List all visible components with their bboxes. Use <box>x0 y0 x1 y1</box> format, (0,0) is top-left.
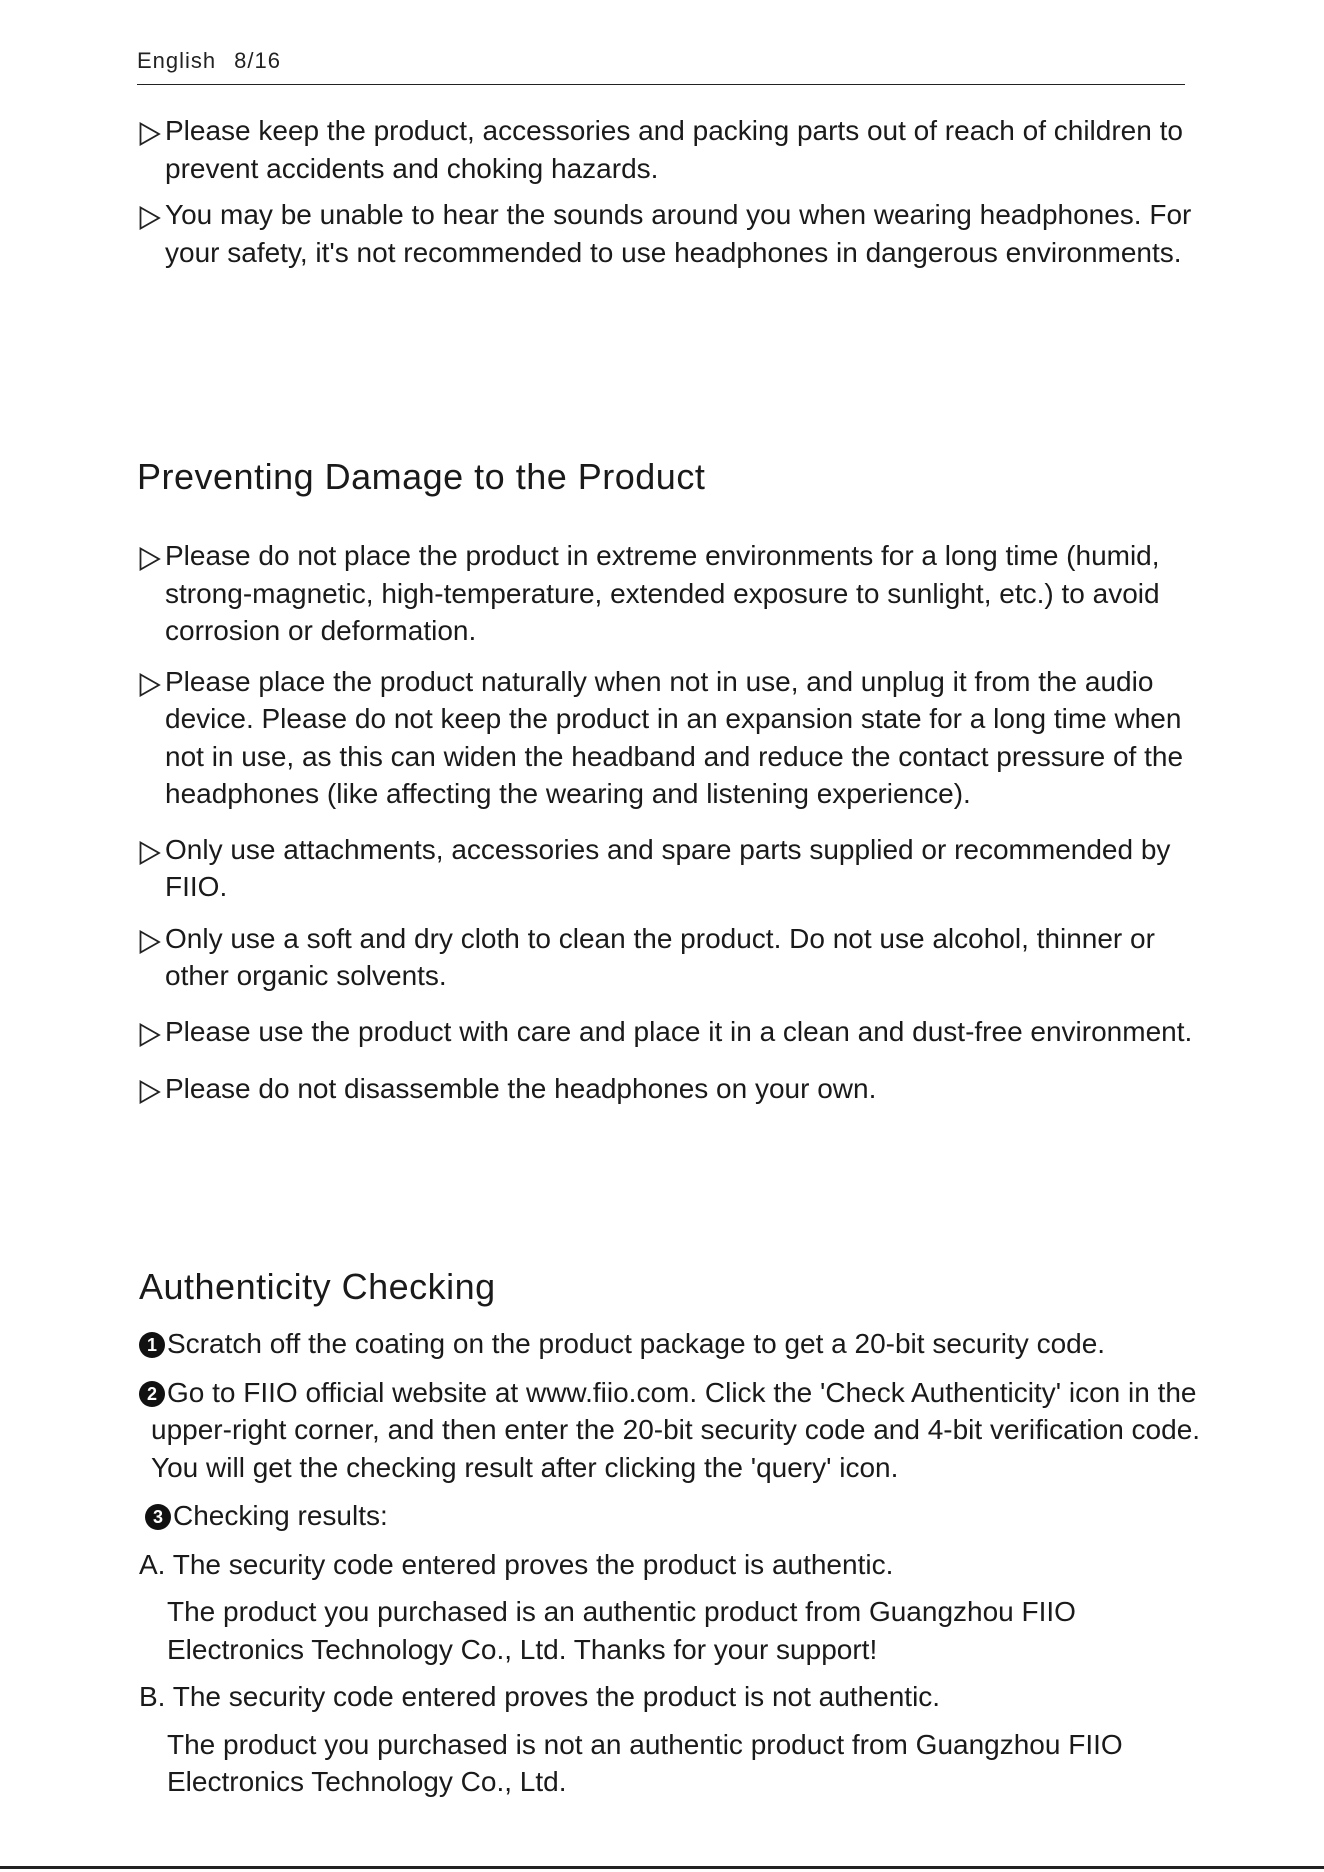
section-title-authenticity-checking: Authenticity Checking <box>139 1266 496 1307</box>
result-a-body: The product you purchased is an authentic product from Guangzhou FIIO Electronics Technology Co., Ltd. Thanks for your support! <box>167 1596 1076 1665</box>
step-number-badge: 1 <box>139 1332 165 1358</box>
bottom-border <box>0 1866 1324 1869</box>
step-text: Go to FIIO official website at www.fiio.com. Click the 'Check Authenticity' icon in the upper-right corner, and then enter the 20-bit security code and 4-bit verification code. You will get the checking result after clicking the 'query' icon. <box>151 1376 1201 1483</box>
step-item <box>139 1497 1204 1535</box>
list-item-text: Only use a soft and dry cloth to clean the product. Do not use alcohol, thinner or other organic solvents. <box>165 922 1155 991</box>
list-item <box>137 112 1207 187</box>
list-item <box>137 920 1207 995</box>
list-item-text: Please place the product naturally when not in use, and unplug it from the audio device. Please do not keep the product in an expansion state for a long time when not in use, as this can widen the headband and reduce the contact pressure of the headphones (like affecting the wearing and listening experience). <box>165 665 1184 809</box>
list-item-text: Please keep the product, accessories and packing parts out of reach of children to prevent accidents and choking hazards. <box>165 115 1183 184</box>
step-number-badge: 3 <box>145 1504 171 1530</box>
authenticity-steps <box>139 1325 1204 1801</box>
list-item-text: Please use the product with care and place it in a clean and dust-free environment. <box>165 1015 1193 1047</box>
page-header <box>137 48 1185 85</box>
list-item-text: Please do not disassemble the headphones on your own. <box>165 1073 877 1104</box>
result-b-heading: B. The security code entered proves the product is not authentic. <box>139 1681 941 1712</box>
intro-bullet-list <box>137 112 1207 271</box>
header-language: English <box>137 48 217 73</box>
step-item <box>139 1325 1204 1363</box>
section-title-preventing-damage: Preventing Damage to the Product <box>137 456 706 497</box>
list-item <box>137 196 1207 271</box>
list-item-text: Please do not place the product in extreme environments for a long time (humid, strong-magnetic, high-temperature, extended exposure to sunlight, etc.) to avoid corrosion or deformation. <box>165 540 1160 646</box>
result-b-body: The product you purchased is not an authentic product from Guangzhou FIIO Electronics Technology Co., Ltd. <box>167 1728 1123 1797</box>
list-item <box>137 831 1207 906</box>
step-text: Checking results: <box>173 1500 388 1531</box>
result-a-heading: A. The security code entered proves the product is authentic. <box>139 1548 894 1580</box>
list-item <box>137 537 1207 650</box>
list-item-text: Only use attachments, accessories and spare parts supplied or recommended by FIIO. <box>165 833 1171 902</box>
list-item <box>137 1013 1207 1051</box>
step-text: Scratch off the coating on the product package to get a 20-bit security code. <box>167 1328 1106 1359</box>
step-number-badge: 2 <box>139 1381 165 1407</box>
list-item-text: You may be unable to hear the sounds around you when wearing headphones. For your safety, it's not recommended to use headphones in dangerous environments. <box>165 199 1192 268</box>
damage-bullet-list <box>137 537 1207 1108</box>
list-item <box>137 663 1207 813</box>
list-item <box>137 1070 1207 1108</box>
step-item <box>139 1374 1204 1487</box>
header-page-number: 8/16 <box>234 48 281 73</box>
